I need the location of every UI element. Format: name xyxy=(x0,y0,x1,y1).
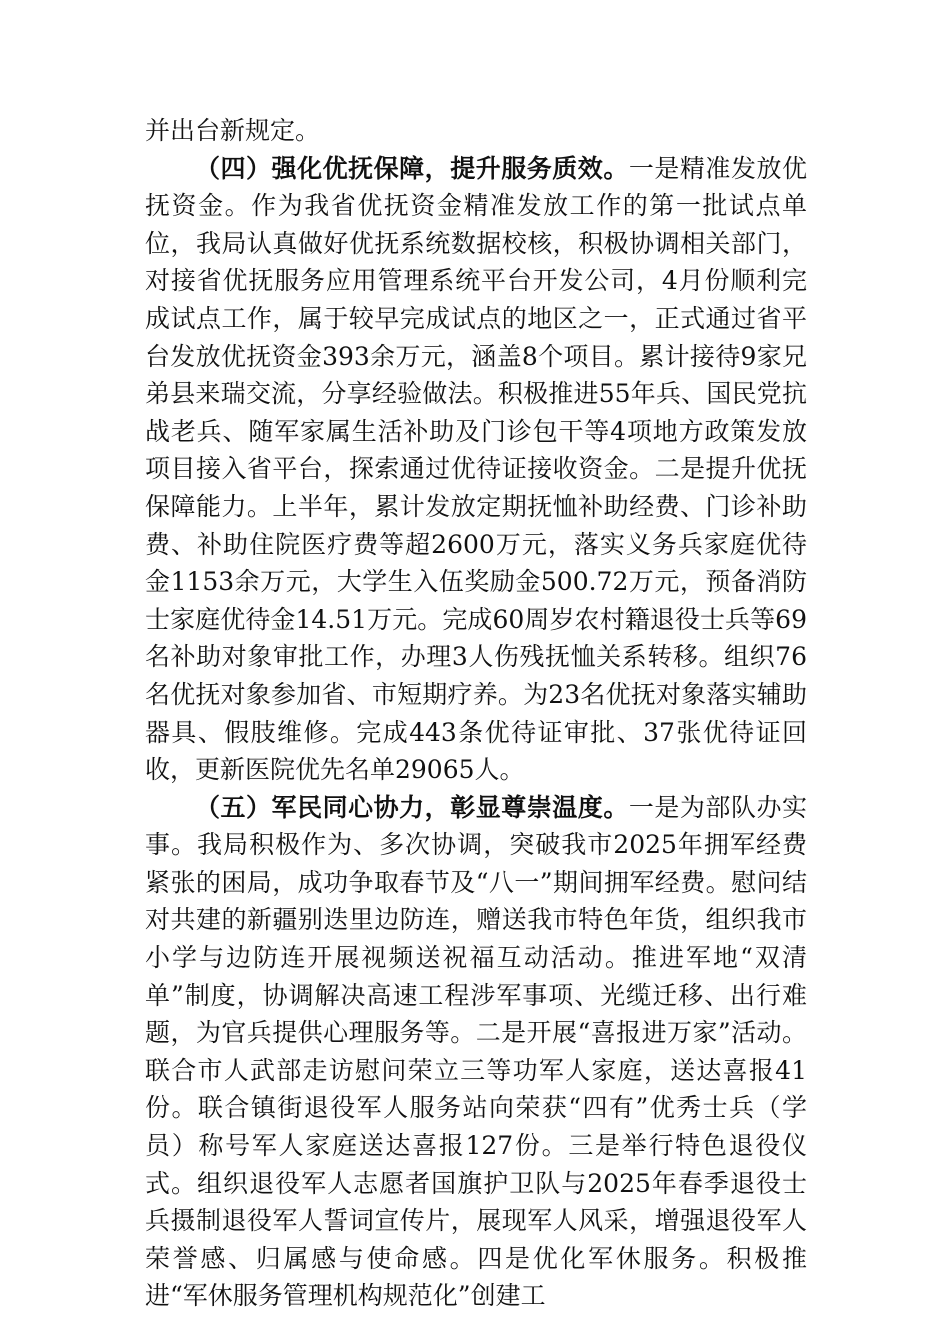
section-heading: （四）强化优抚保障，提升服务质效。 xyxy=(195,153,629,183)
paragraph-section-5 xyxy=(145,789,807,1315)
section-heading: （五）军民同心协力，彰显尊崇温度。 xyxy=(195,792,629,822)
paragraph-body: 一是精准发放优抚资金。作为我省优抚资金精准发放工作的第一批试点单位，我局认真做好优抚系统数据校核，积极协调相关部门，对接省优抚服务应用管理系统平台开发公司，4月份顺利完成试点工作，属于较早完成试点的地区之一，正式通过省平台发放优抚资金393余万元，涵盖8个项目。累计接待9家兄弟县来瑞交流，分享经验做法。积极推进55年兵、国民党抗战老兵、随军家属生活补助及门诊包干等4项地方政策发放项目接入省平台，探索通过优待证接收资金。二是提升优抚保障能力。上半年，累计发放定期抚恤补助经费、门诊补助费、补助住院医疗费等超2600万元，落实义务兵家庭优待金1153余万元，大学生入伍奖励金500.72万元，预备消防士家庭优待金14.51万元。完成60周岁农村籍退役士兵等69名补助对象审批工作，办理3人伤残抚恤关系转移。组织76名优抚对象参加省、市短期疗养。为23名优抚对象落实辅助器具、假肢维修。完成443条优待证审批、37张优待证回收，更新医院优先名单29065人。 xyxy=(145,153,807,785)
paragraph-section-4 xyxy=(145,150,807,789)
document-page xyxy=(145,112,807,1315)
paragraph-continuation xyxy=(145,112,807,150)
paragraph-body: 并出台新规定。 xyxy=(145,116,321,145)
paragraph-body: 一是为部队办实事。我局积极作为、多次协调，突破我市2025年拥军经费紧张的困局，成功争取春节及“八一”期间拥军经费。慰问结对共建的新疆别迭里边防连，赠送我市特色年货，组织我市小学与边防连开展视频送祝福互动活动。推进军地“双清单”制度，协调解决高速工程涉军事项、光缆迁移、出行难题，为官兵提供心理服务等。二是开展“喜报进万家”活动。联合市人武部走访慰问荣立三等功军人家庭，送达喜报41份。联合镇街退役军人服务站向荣获“四有”优秀士兵（学员）称号军人家庭送达喜报127份。三是举行特色退役仪式。组织退役军人志愿者国旗护卫队与2025年春季退役士兵摄制退役军人誓词宣传片，展现军人风采，增强退役军人荣誉感、归属感与使命感。四是优化军休服务。积极推进“军休服务管理机构规范化”创建工 xyxy=(145,792,807,1311)
